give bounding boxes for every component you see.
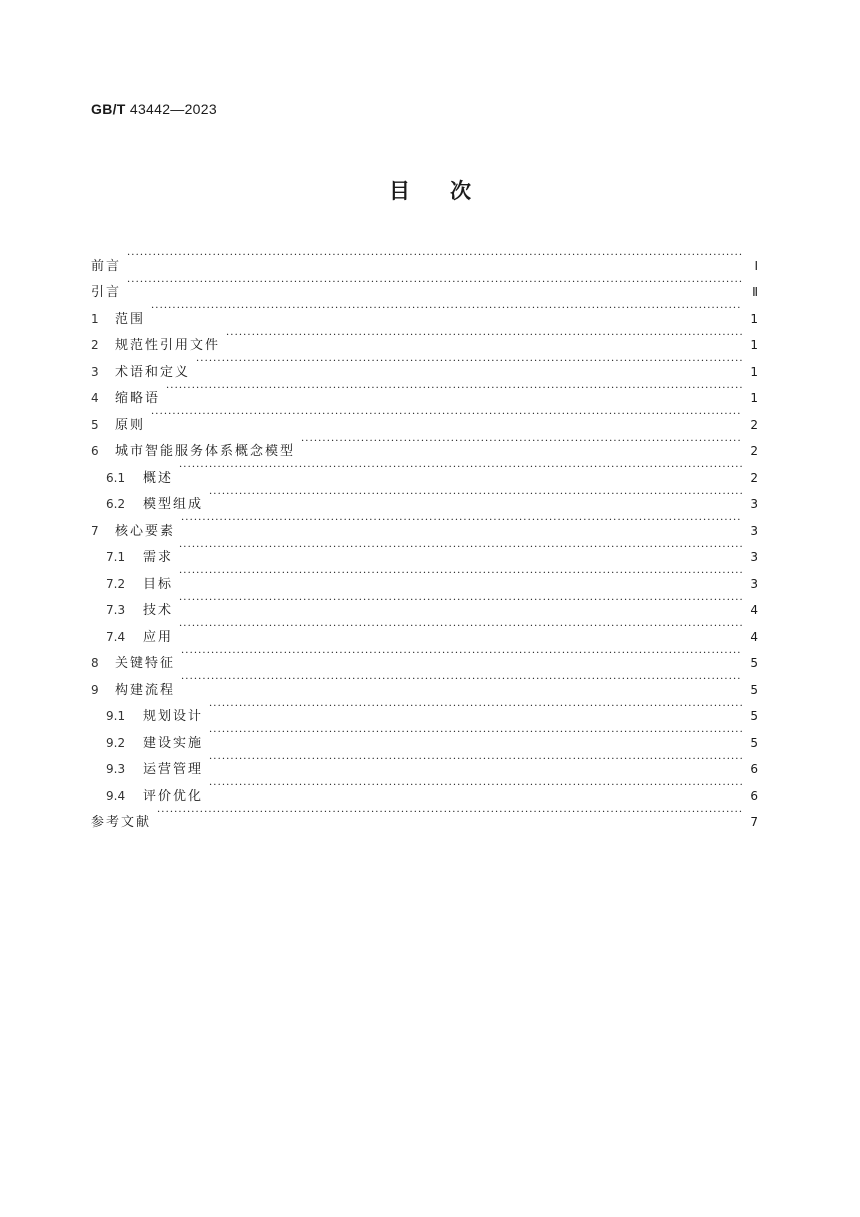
toc-dot-leader xyxy=(151,402,742,429)
toc-entry-page: 1 xyxy=(750,338,758,352)
toc-entry[interactable] xyxy=(91,323,758,353)
toc-entry-page: 4 xyxy=(750,629,758,644)
toc-entry-title: 规划设计 xyxy=(143,709,204,724)
toc-entry[interactable] xyxy=(91,508,758,539)
toc-entry-number: 9.1 xyxy=(106,709,126,723)
toc-entry-title: 应用 xyxy=(143,629,174,645)
toc-entry[interactable] xyxy=(91,641,758,671)
toc-entry-page: 6 xyxy=(750,788,758,803)
toc-entry-number: 6 xyxy=(91,444,99,458)
toc-entry-page: 4 xyxy=(750,603,758,617)
toc-entry-page: 3 xyxy=(750,497,758,511)
toc-entry-title: 模型组成 xyxy=(143,497,204,512)
toc-dot-leader xyxy=(179,561,742,588)
toc-entry-number: 9.2 xyxy=(106,735,126,750)
toc-entry-number: 9.3 xyxy=(106,762,126,776)
toc-dot-leader xyxy=(157,800,742,827)
standard-code xyxy=(91,101,217,117)
toc-dot-leader xyxy=(151,296,742,323)
toc-entry-page: 1 xyxy=(750,391,758,405)
toc-entry[interactable] xyxy=(91,402,758,433)
toc-entry[interactable] xyxy=(91,588,758,618)
toc-entry-number: 9.4 xyxy=(106,788,126,803)
toc-entry-title: 需求 xyxy=(143,550,174,565)
toc-dot-leader xyxy=(209,720,742,747)
toc-entry-page: Ⅰ xyxy=(754,258,758,273)
toc-dot-leader xyxy=(179,614,742,641)
toc-dot-leader xyxy=(301,429,742,456)
toc-entry-title: 缩略语 xyxy=(115,391,161,406)
toc-entry-title: 术语和定义 xyxy=(115,364,191,380)
toc-entry-page: 5 xyxy=(750,656,758,670)
toc-entry[interactable] xyxy=(91,482,758,512)
toc-entry-page: 3 xyxy=(750,550,758,564)
toc-entry[interactable] xyxy=(91,296,758,327)
toc-entry-title: 概述 xyxy=(143,470,174,486)
toc-entry-number: 7.2 xyxy=(106,576,126,591)
toc-entry[interactable] xyxy=(91,270,758,300)
toc-entry-title: 规范性引用文件 xyxy=(115,338,221,353)
toc-entry-title: 关键特征 xyxy=(115,656,176,671)
toc-dot-leader xyxy=(127,243,742,270)
toc-entry-page: 6 xyxy=(750,762,758,776)
toc-entry-page: Ⅱ xyxy=(752,285,758,299)
toc-entry-title: 核心要素 xyxy=(115,523,176,539)
toc-dot-leader xyxy=(181,641,742,668)
toc-entry-number: 7.3 xyxy=(106,603,126,617)
toc-entry-number: 6.2 xyxy=(106,497,126,511)
toc-entry-number: 5 xyxy=(91,417,99,432)
toc-entry-page: 2 xyxy=(750,417,758,432)
toc-entry-number: 8 xyxy=(91,656,99,670)
standard-number: 43442—2023 xyxy=(129,101,217,117)
toc-entry-title: 原则 xyxy=(115,417,146,433)
toc-entry-title: 评价优化 xyxy=(143,788,204,804)
toc-dot-leader xyxy=(209,747,742,774)
toc-entry-number: 3 xyxy=(91,364,99,379)
toc-entry-number: 7.1 xyxy=(106,550,126,564)
table-of-contents xyxy=(91,243,758,830)
toc-entry-page: 5 xyxy=(750,735,758,750)
toc-entry-number: 2 xyxy=(91,338,99,352)
toc-entry[interactable] xyxy=(91,455,758,486)
toc-title: 目次 xyxy=(389,179,511,203)
toc-entry-page: 1 xyxy=(750,311,758,326)
toc-entry[interactable] xyxy=(91,376,758,406)
toc-entry[interactable] xyxy=(91,667,758,698)
toc-dot-leader xyxy=(181,508,742,535)
toc-dot-leader xyxy=(226,323,742,350)
toc-entry-title: 引言 xyxy=(91,285,122,300)
toc-dot-leader xyxy=(179,535,742,562)
toc-entry-number: 1 xyxy=(91,311,99,326)
toc-entry-title: 目标 xyxy=(143,576,174,592)
toc-entry-page: 1 xyxy=(750,364,758,379)
toc-entry-number: 4 xyxy=(91,391,99,405)
toc-entry-title: 城市智能服务体系概念模型 xyxy=(115,444,296,459)
toc-entry-number: 7 xyxy=(91,523,99,538)
toc-dot-leader xyxy=(196,349,742,376)
toc-entry[interactable] xyxy=(91,535,758,565)
toc-entry-number: 6.1 xyxy=(106,470,126,485)
toc-entry[interactable] xyxy=(91,614,758,645)
toc-entry-title: 范围 xyxy=(115,311,146,327)
toc-entry-number: 9 xyxy=(91,682,99,697)
toc-entry-page: 2 xyxy=(750,470,758,485)
toc-dot-leader xyxy=(179,455,742,482)
toc-entry-title: 构建流程 xyxy=(115,682,176,698)
toc-entry-page: 3 xyxy=(750,523,758,538)
toc-entry[interactable] xyxy=(91,429,758,459)
toc-entry-title: 建设实施 xyxy=(143,735,204,751)
toc-dot-leader xyxy=(181,667,742,694)
toc-entry-title: 运营管理 xyxy=(143,762,204,777)
toc-dot-leader xyxy=(179,588,742,615)
toc-dot-leader xyxy=(209,773,742,800)
toc-entry[interactable] xyxy=(91,243,758,274)
toc-entry-title: 前言 xyxy=(91,258,122,274)
toc-entry-title: 技术 xyxy=(143,603,174,618)
toc-entry[interactable] xyxy=(91,694,758,724)
toc-entry-page: 3 xyxy=(750,576,758,591)
toc-dot-leader xyxy=(209,482,742,509)
toc-dot-leader xyxy=(166,376,742,403)
toc-entry-title: 参考文献 xyxy=(91,815,152,830)
toc-entry[interactable] xyxy=(91,561,758,592)
toc-entry-page: 7 xyxy=(750,815,758,829)
toc-entry-page: 5 xyxy=(750,682,758,697)
toc-entry-number: 7.4 xyxy=(106,629,126,644)
toc-entry-page: 2 xyxy=(750,444,758,458)
toc-entry-page: 5 xyxy=(750,709,758,723)
toc-dot-leader xyxy=(127,270,742,297)
toc-entry[interactable] xyxy=(91,800,758,830)
standard-prefix: GB/T xyxy=(91,101,126,117)
toc-dot-leader xyxy=(209,694,742,721)
